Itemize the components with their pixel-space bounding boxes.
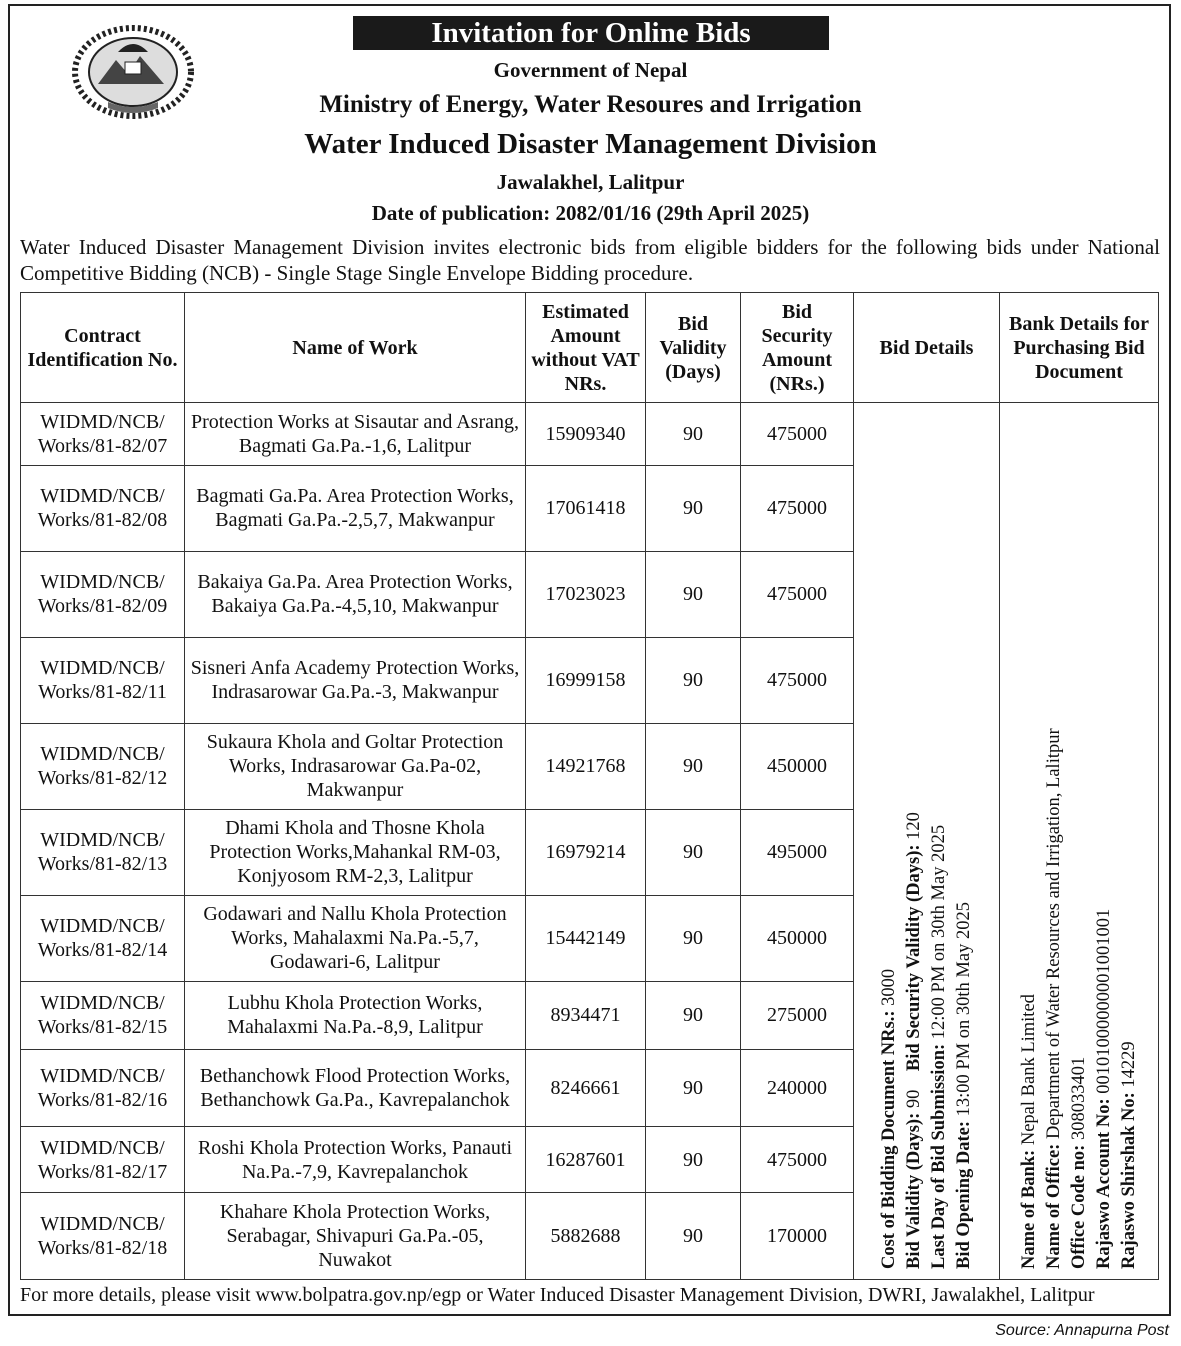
bid-details-cell [854,403,1000,1280]
bid-validity-cell: 90 [646,1050,741,1127]
header-bank-details: Bank Details for Purchasing Bid Document [1000,293,1159,403]
notice-title: Invitation for Online Bids [353,16,829,50]
last-day-line: Last Day of Bid Submission: 12:00 PM on 30th May 2025 [928,824,949,1269]
division-location: Jawalakhel, Lalitpur [496,170,685,194]
contract-id-cell: WIDMD/NCB/ Works/81-82/14 [21,895,185,981]
publication-date: Date of publication: 2082/01/16 (29th April 2025) [371,201,810,225]
estimated-amount-cell: 15442149 [526,895,646,981]
bid-security-cell: 450000 [741,723,854,809]
bid-validity-cell: 90 [646,723,741,809]
contract-id-cell: WIDMD/NCB/ Works/81-82/11 [21,637,185,723]
contract-id-cell: WIDMD/NCB/ Works/81-82/17 [21,1127,185,1193]
header-bid-details: Bid Details [854,293,1000,403]
footer-note: For more details, please visit www.bolpatra.gov.np/egp or Water Induced Disaster Management Division, DWRI, Jawalakhel, Lalitpur [20,1284,1095,1306]
work-name-cell: Bagmati Ga.Pa. Area Protection Works, Bagmati Ga.Pa.-2,5,7, Makwanpur [185,465,526,551]
validity-line: Bid Validity (Days): 90 Bid Security Validity (Days): 120 [903,812,924,1269]
work-name-cell: Bakaiya Ga.Pa. Area Protection Works, Bakaiya Ga.Pa.-4,5,10, Makwanpur [185,551,526,637]
estimated-amount-cell: 15909340 [526,403,646,466]
header-bid-validity: Bid Validity (Days) [646,293,741,403]
header-contract-id: Contract Identification No. [21,293,185,403]
header-name-of-work: Name of Work [185,293,526,403]
bid-security-cell: 475000 [741,551,854,637]
work-name-cell: Protection Works at Sisautar and Asrang, Bagmati Ga.Pa.-1,6, Lalitpur [185,403,526,466]
bid-security-cell: 275000 [741,981,854,1050]
header-estimated-amount: Estimated Amount without VAT NRs. [526,293,646,403]
opening-line: Bid Opening Date: 13:00 PM on 30th May 2025 [953,902,974,1269]
bid-validity-cell: 90 [646,981,741,1050]
estimated-amount-cell: 16979214 [526,809,646,895]
header-bid-security: Bid Security Amount (NRs.) [741,293,854,403]
bid-security-cell: 475000 [741,1127,854,1193]
work-name-cell: Lubhu Khola Protection Works, Mahalaxmi Na.Pa.-8,9, Lalitpur [185,981,526,1050]
table-row [21,403,1159,466]
contract-id-cell: WIDMD/NCB/ Works/81-82/16 [21,1050,185,1127]
bid-security-cell: 475000 [741,403,854,466]
intro-paragraph: Water Induced Disaster Management Division invites electronic bids from eligible bidders for the following bids under National Competitive Bidding (NCB) - Single Stage Single Envelope Bidding procedure. [20,235,1160,285]
account-line: Rajaswo Account No: 00101000000001001001 [1093,908,1114,1269]
work-name-cell: Sukaura Khola and Goltar Protection Works, Indrasarowar Ga.Pa-02, Makwanpur [185,723,526,809]
government-name: Government of Nepal [493,58,688,82]
contract-id-cell: WIDMD/NCB/ Works/81-82/07 [21,403,185,466]
work-name-cell: Bethanchowk Flood Protection Works, Bethanchowk Ga.Pa., Kavrepalanchok [185,1050,526,1127]
contract-id-cell: WIDMD/NCB/ Works/81-82/09 [21,551,185,637]
estimated-amount-cell: 8246661 [526,1050,646,1127]
bank-line: Name of Bank: Nepal Bank Limited [1018,994,1039,1269]
bid-security-cell: 240000 [741,1050,854,1127]
bid-validity-cell: 90 [646,1192,741,1279]
estimated-amount-cell: 8934471 [526,981,646,1050]
estimated-amount-cell: 5882688 [526,1192,646,1279]
office-code-line: Office Code no: 308033401 [1068,1056,1089,1269]
bid-validity-cell: 90 [646,809,741,895]
source-credit: Source: Annapurna Post [995,1322,1169,1339]
contract-id-cell: WIDMD/NCB/ Works/81-82/18 [21,1192,185,1279]
shirshak-line: Rajaswo Shirshak No: 14229 [1118,1041,1139,1269]
division-name: Water Induced Disaster Management Division [304,128,877,160]
bid-security-cell: 450000 [741,895,854,981]
work-name-cell: Dhami Khola and Thosne Khola Protection Works,Mahankal RM-03, Konjyosom RM-2,3, Lalitpur [185,809,526,895]
bid-validity-cell: 90 [646,465,741,551]
bid-validity-cell: 90 [646,1127,741,1193]
work-name-cell: Roshi Khola Protection Works, Panauti Na.Pa.-7,9, Kavrepalanchok [185,1127,526,1193]
bank-details-cell [1000,403,1159,1280]
bid-validity-cell: 90 [646,637,741,723]
estimated-amount-cell: 14921768 [526,723,646,809]
bid-validity-cell: 90 [646,403,741,466]
bid-validity-cell: 90 [646,895,741,981]
bid-validity-cell: 90 [646,551,741,637]
contract-id-cell: WIDMD/NCB/ Works/81-82/15 [21,981,185,1050]
bid-security-cell: 170000 [741,1192,854,1279]
bid-details-text [877,403,977,1273]
ministry-name: Ministry of Energy, Water Resoures and Irrigation [319,91,862,118]
bank-details-text [1017,403,1142,1273]
bid-security-cell: 475000 [741,637,854,723]
office-line: Name of Office: Department of Water Resources and Irrigation, Lalitpur [1043,728,1064,1269]
estimated-amount-cell: 16999158 [526,637,646,723]
work-name-cell: Godawari and Nallu Khola Protection Works, Mahalaxmi Na.Pa.-5,7, Godawari-6, Lalitpur [185,895,526,981]
contract-id-cell: WIDMD/NCB/ Works/81-82/08 [21,465,185,551]
estimated-amount-cell: 17023023 [526,551,646,637]
estimated-amount-cell: 17061418 [526,465,646,551]
contract-id-cell: WIDMD/NCB/ Works/81-82/13 [21,809,185,895]
bid-security-cell: 475000 [741,465,854,551]
estimated-amount-cell: 16287601 [526,1127,646,1193]
bids-table [20,292,1159,1280]
cost-line: Cost of Bidding Document NRs.: 3000 [878,968,899,1269]
bid-security-cell: 495000 [741,809,854,895]
work-name-cell: Khahare Khola Protection Works, Serabagar, Shivapuri Ga.Pa.-05, Nuwakot [185,1192,526,1279]
table-header-row [21,293,1159,403]
contract-id-cell: WIDMD/NCB/ Works/81-82/12 [21,723,185,809]
work-name-cell: Sisneri Anfa Academy Protection Works, Indrasarowar Ga.Pa.-3, Makwanpur [185,637,526,723]
